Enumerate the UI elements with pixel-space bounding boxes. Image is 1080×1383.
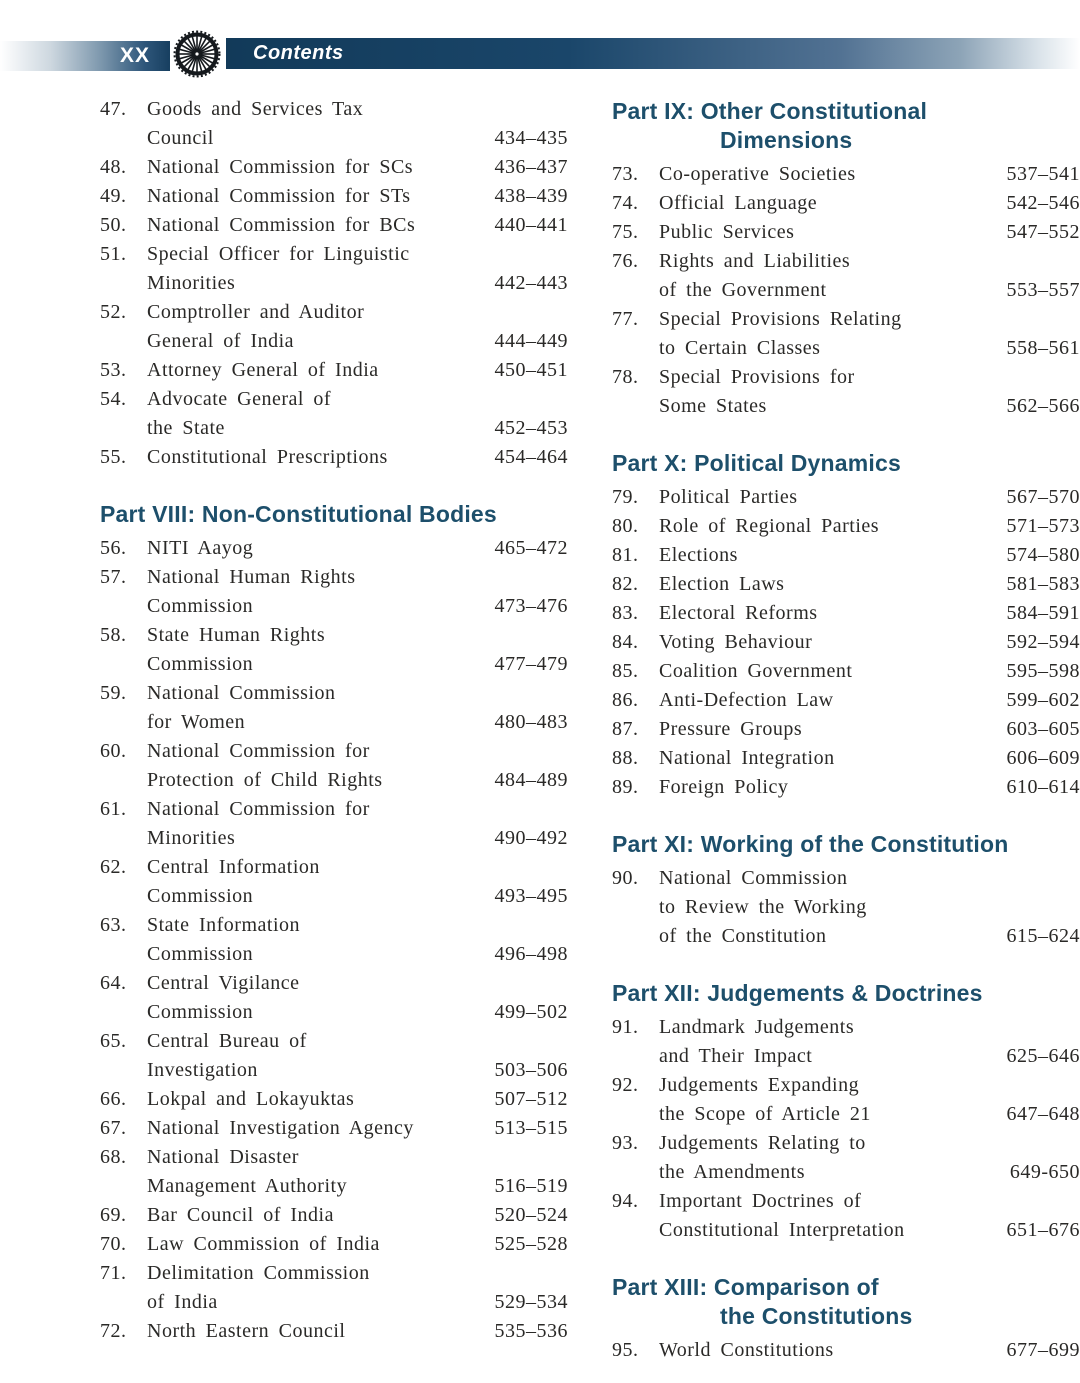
toc-entry xyxy=(612,1336,1080,1365)
entry-page-range: 444–449 xyxy=(494,330,568,352)
entry-number: 48. xyxy=(100,156,127,178)
entry-title-line: Electoral Reforms xyxy=(659,602,818,624)
entry-page-range: 507–512 xyxy=(494,1088,568,1110)
entry-page-range: 558–561 xyxy=(1006,337,1080,359)
toc-entry xyxy=(612,305,1080,363)
part-heading xyxy=(612,97,1080,155)
toc-entry xyxy=(100,737,568,795)
entry-page-range: 571–573 xyxy=(1006,515,1080,537)
entry-title xyxy=(147,298,487,356)
entry-page-range: 553–557 xyxy=(1006,279,1080,301)
toc-entry xyxy=(100,621,568,679)
toc-entry xyxy=(612,1013,1080,1071)
entry-number: 69. xyxy=(100,1204,127,1226)
entry-title xyxy=(659,657,999,686)
toc-entry xyxy=(612,1129,1080,1187)
entry-title-line: State Human Rights xyxy=(147,624,326,646)
entry-title-line: Coalition Government xyxy=(659,660,853,682)
entry-title-line: Constitutional Prescriptions xyxy=(147,446,388,468)
entry-title-line: Commission xyxy=(147,943,254,965)
entry-title xyxy=(659,744,999,773)
toc-entry xyxy=(100,1027,568,1085)
entry-page-range: 438–439 xyxy=(494,185,568,207)
entry-title-line: Some States xyxy=(659,395,767,417)
entry-title xyxy=(147,211,487,240)
entry-page-range: 490–492 xyxy=(494,827,568,849)
entry-number: 73. xyxy=(612,163,639,185)
toc-entry xyxy=(612,1187,1080,1245)
part-heading-line: Part X: Political Dynamics xyxy=(612,450,901,476)
entry-title xyxy=(659,686,999,715)
toc-entry xyxy=(100,95,568,153)
entry-number: 94. xyxy=(612,1190,639,1212)
toc-entry xyxy=(100,1230,568,1259)
entry-title-line: Special Provisions for xyxy=(659,366,855,388)
entry-page-range: 581–583 xyxy=(1006,573,1080,595)
toc-entry xyxy=(612,773,1080,802)
entry-page-range: 535–536 xyxy=(494,1320,568,1342)
entry-page-range: 480–483 xyxy=(494,711,568,733)
entry-title-line: Delimitation Commission xyxy=(147,1262,370,1284)
entry-title xyxy=(147,240,487,298)
entry-number: 82. xyxy=(612,573,639,595)
entry-title-line: Minorities xyxy=(147,272,236,294)
toc-entry xyxy=(100,679,568,737)
entry-page-range: 542–546 xyxy=(1006,192,1080,214)
entry-title xyxy=(147,95,487,153)
entry-title-line: Central Vigilance xyxy=(147,972,300,994)
entry-title xyxy=(147,1114,487,1143)
toc-entry xyxy=(612,247,1080,305)
entry-title xyxy=(147,737,487,795)
entry-title-line: Special Provisions Relating xyxy=(659,308,902,330)
toc-entry xyxy=(100,534,568,563)
entry-number: 92. xyxy=(612,1074,639,1096)
entry-page-range: 610–614 xyxy=(1006,776,1080,798)
entry-title xyxy=(659,247,999,305)
entry-title-line: Council xyxy=(147,127,214,149)
part-heading-line: Part XII: Judgements & Doctrines xyxy=(612,980,983,1006)
entry-page-range: 436–437 xyxy=(494,156,568,178)
entry-number: 60. xyxy=(100,740,127,762)
entry-title-line: Commission xyxy=(147,1001,254,1023)
entry-number: 93. xyxy=(612,1132,639,1154)
toc-entry xyxy=(612,628,1080,657)
toc-entry xyxy=(612,744,1080,773)
entry-title xyxy=(659,864,999,951)
part-heading-line: Part IX: Other Constitutional xyxy=(612,98,928,124)
entry-title-line: Official Language xyxy=(659,192,818,214)
entry-page-range: 503–506 xyxy=(494,1059,568,1081)
entry-title-line: Central Bureau of xyxy=(147,1030,307,1052)
entry-title-line: Judgements Expanding xyxy=(659,1074,860,1096)
toc-entry xyxy=(612,512,1080,541)
entry-title-line: Commission xyxy=(147,595,254,617)
entry-page-range: 647–648 xyxy=(1006,1103,1080,1125)
entry-page-range: 450–451 xyxy=(494,359,568,381)
toc-entry xyxy=(100,298,568,356)
entry-title-line: to Certain Classes xyxy=(659,337,821,359)
entry-number: 76. xyxy=(612,250,639,272)
entry-title xyxy=(659,541,999,570)
entry-title xyxy=(147,1317,487,1346)
entry-number: 89. xyxy=(612,776,639,798)
entry-number: 70. xyxy=(100,1233,127,1255)
entry-title-line: National Commission xyxy=(147,682,336,704)
entry-title-line: National Commission xyxy=(659,867,848,889)
entry-title-line: Commission xyxy=(147,653,254,675)
entry-title-line: Protection of Child Rights xyxy=(147,769,383,791)
entry-title xyxy=(659,599,999,628)
entry-title-line: Constitutional Interpretation xyxy=(659,1219,905,1241)
entry-title-line: Pressure Groups xyxy=(659,718,803,740)
toc-entry xyxy=(100,1114,568,1143)
entry-title xyxy=(659,1129,1002,1187)
entry-title xyxy=(659,1071,999,1129)
entry-page-range: 562–566 xyxy=(1006,395,1080,417)
entry-number: 54. xyxy=(100,388,127,410)
entry-title xyxy=(147,443,487,472)
entry-title-line: to Review the Working xyxy=(659,896,867,918)
entry-number: 56. xyxy=(100,537,127,559)
toc-entry xyxy=(100,182,568,211)
entry-number: 87. xyxy=(612,718,639,740)
entry-title-line: National Disaster xyxy=(147,1146,299,1168)
entry-number: 66. xyxy=(100,1088,127,1110)
entry-page-range: 473–476 xyxy=(494,595,568,617)
entry-page-range: 520–524 xyxy=(494,1204,568,1226)
entry-title-line: the Scope of Article 21 xyxy=(659,1103,871,1125)
entry-title-line: for Women xyxy=(147,711,246,733)
entry-page-range: 595–598 xyxy=(1006,660,1080,682)
entry-title-line: Goods and Services Tax xyxy=(147,98,364,120)
entry-number: 47. xyxy=(100,98,127,120)
entry-number: 84. xyxy=(612,631,639,653)
entry-title xyxy=(659,189,999,218)
entry-title-line: Co-operative Societies xyxy=(659,163,856,185)
toc-entry xyxy=(612,541,1080,570)
entry-number: 53. xyxy=(100,359,127,381)
entry-number: 78. xyxy=(612,366,639,388)
entry-page-range: 525–528 xyxy=(494,1233,568,1255)
toc-entry xyxy=(612,864,1080,951)
entry-number: 59. xyxy=(100,682,127,704)
toc-entry xyxy=(612,570,1080,599)
toc-entry xyxy=(100,385,568,443)
entry-number: 71. xyxy=(100,1262,127,1284)
entry-title xyxy=(659,715,999,744)
entry-page-range: 592–594 xyxy=(1006,631,1080,653)
toc-entry xyxy=(612,686,1080,715)
page-title: Contents xyxy=(253,42,344,64)
entry-title-line: Commission xyxy=(147,885,254,907)
entry-title-line: the Amendments xyxy=(659,1161,805,1183)
entry-title xyxy=(659,305,999,363)
toc-entry xyxy=(100,443,568,472)
entry-number: 68. xyxy=(100,1146,127,1168)
entry-title-line: General of India xyxy=(147,330,295,352)
entry-title-line: NITI Aayog xyxy=(147,537,254,559)
entry-page-range: 465–472 xyxy=(494,537,568,559)
toc-column-right xyxy=(612,95,1080,1365)
entry-page-range: 499–502 xyxy=(494,1001,568,1023)
part-heading-line: Dimensions xyxy=(720,127,853,153)
entry-page-range: 606–609 xyxy=(1006,747,1080,769)
part-heading xyxy=(612,830,1080,859)
entry-title-line: National Investigation Agency xyxy=(147,1117,414,1139)
entry-page-range: 452–453 xyxy=(494,417,568,439)
entry-title-line: Advocate General of xyxy=(147,388,332,410)
part-heading xyxy=(612,979,1080,1008)
toc-column-left xyxy=(100,95,568,1365)
entry-page-range: 496–498 xyxy=(494,943,568,965)
entry-number: 74. xyxy=(612,192,639,214)
entry-title xyxy=(147,1230,487,1259)
entry-title-line: Comptroller and Auditor xyxy=(147,301,365,323)
entry-number: 91. xyxy=(612,1016,639,1038)
entry-page-range: 516–519 xyxy=(494,1175,568,1197)
entry-number: 95. xyxy=(612,1339,639,1361)
entry-page-range: 484–489 xyxy=(494,769,568,791)
entry-title xyxy=(659,483,999,512)
entry-title-line: Voting Behaviour xyxy=(659,631,813,653)
entry-title xyxy=(659,512,999,541)
header-title-bar xyxy=(226,38,1080,69)
entry-title-line: Role of Regional Parties xyxy=(659,515,880,537)
ashoka-chakra-icon xyxy=(172,29,222,79)
toc-entry xyxy=(612,483,1080,512)
header-left-bar xyxy=(0,41,170,71)
entry-title-line: Election Laws xyxy=(659,573,785,595)
entry-title-line: and Their Impact xyxy=(659,1045,813,1067)
part-heading xyxy=(100,500,568,529)
entry-page-range: 477–479 xyxy=(494,653,568,675)
toc-entry xyxy=(612,218,1080,247)
entry-page-range: 547–552 xyxy=(1006,221,1080,243)
entry-page-range: 513–515 xyxy=(494,1117,568,1139)
entry-page-range: 603–605 xyxy=(1006,718,1080,740)
entry-page-range: 649-650 xyxy=(1009,1161,1080,1183)
entry-page-range: 434–435 xyxy=(494,127,568,149)
entry-title-line: Political Parties xyxy=(659,486,798,508)
toc-entry xyxy=(100,563,568,621)
entry-title xyxy=(147,534,487,563)
entry-title xyxy=(659,1336,999,1365)
entry-page-range: 584–591 xyxy=(1006,602,1080,624)
part-heading xyxy=(612,1273,1080,1331)
entry-title-line: National Commission for xyxy=(147,740,370,762)
entry-title-line: of the Constitution xyxy=(659,925,827,947)
part-heading xyxy=(612,449,1080,478)
entry-title xyxy=(147,385,487,443)
toc-entry xyxy=(100,1143,568,1201)
entry-number: 79. xyxy=(612,486,639,508)
entry-number: 83. xyxy=(612,602,639,624)
entry-title-line: Attorney General of India xyxy=(147,359,379,381)
entry-title xyxy=(659,218,999,247)
entry-title-line: of the Government xyxy=(659,279,827,301)
entry-title-line: Special Officer for Linguistic xyxy=(147,243,410,265)
entry-title xyxy=(659,1013,999,1071)
entry-title-line: Bar Council of India xyxy=(147,1204,334,1226)
toc-entry xyxy=(100,356,568,385)
entry-title-line: Important Doctrines of xyxy=(659,1190,862,1212)
entry-number: 49. xyxy=(100,185,127,207)
entry-number: 51. xyxy=(100,243,127,265)
toc-entry xyxy=(612,1071,1080,1129)
toc-entry xyxy=(100,1317,568,1346)
page-number-label: XX xyxy=(119,44,150,67)
entry-title xyxy=(659,628,999,657)
entry-title xyxy=(147,621,487,679)
entry-number: 81. xyxy=(612,544,639,566)
entry-title-line: Lokpal and Lokayuktas xyxy=(147,1088,355,1110)
entry-number: 77. xyxy=(612,308,639,330)
entry-number: 67. xyxy=(100,1117,127,1139)
entry-title-line: North Eastern Council xyxy=(147,1320,346,1342)
toc-entry xyxy=(612,189,1080,218)
entry-title xyxy=(147,969,487,1027)
entry-title-line: National Commission for SCs xyxy=(147,156,414,178)
toc-entry xyxy=(100,211,568,240)
entry-title xyxy=(659,1187,999,1245)
entry-number: 52. xyxy=(100,301,127,323)
entry-title xyxy=(147,356,487,385)
entry-number: 85. xyxy=(612,660,639,682)
entry-title xyxy=(147,1085,487,1114)
entry-title-line: Judgements Relating to xyxy=(659,1132,866,1154)
toc-entry xyxy=(612,657,1080,686)
entry-title-line: National Commission for BCs xyxy=(147,214,416,236)
entry-title xyxy=(659,570,999,599)
entry-title xyxy=(147,182,487,211)
entry-title xyxy=(147,795,487,853)
entry-title xyxy=(659,363,999,421)
entry-number: 55. xyxy=(100,446,127,468)
entry-title-line: the State xyxy=(147,417,225,439)
entry-title xyxy=(659,773,999,802)
entry-page-range: 574–580 xyxy=(1006,544,1080,566)
entry-title xyxy=(147,911,487,969)
entry-page-range: 615–624 xyxy=(1006,925,1080,947)
entry-page-range: 440–441 xyxy=(494,214,568,236)
entry-page-range: 625–646 xyxy=(1006,1045,1080,1067)
toc-entry xyxy=(100,969,568,1027)
toc-entry xyxy=(100,1085,568,1114)
toc-entry xyxy=(100,853,568,911)
entry-title-line: Landmark Judgements xyxy=(659,1016,855,1038)
entry-number: 58. xyxy=(100,624,127,646)
entry-number: 75. xyxy=(612,221,639,243)
entry-title xyxy=(147,153,487,182)
toc-entry xyxy=(612,599,1080,628)
toc-entry xyxy=(100,795,568,853)
toc-entry xyxy=(100,153,568,182)
entry-title xyxy=(147,1201,487,1230)
page-header xyxy=(0,38,1080,71)
entry-title-line: Rights and Liabilities xyxy=(659,250,851,272)
entry-page-range: 442–443 xyxy=(494,272,568,294)
entry-page-range: 529–534 xyxy=(494,1291,568,1313)
entry-page-range: 677–699 xyxy=(1006,1339,1080,1361)
part-heading-line: the Constitutions xyxy=(720,1303,913,1329)
toc-entry xyxy=(612,363,1080,421)
entry-title-line: National Human Rights xyxy=(147,566,356,588)
entry-title xyxy=(147,853,487,911)
entry-title-line: Investigation xyxy=(147,1059,258,1081)
entry-page-range: 651–676 xyxy=(1006,1219,1080,1241)
entry-page-range: 567–570 xyxy=(1006,486,1080,508)
part-heading-line: Part XIII: Comparison of xyxy=(612,1274,879,1300)
entry-number: 62. xyxy=(100,856,127,878)
entry-title xyxy=(147,1259,487,1317)
entry-title-line: of India xyxy=(147,1291,218,1313)
entry-title-line: Management Authority xyxy=(147,1175,348,1197)
entry-title xyxy=(147,1027,487,1085)
entry-number: 90. xyxy=(612,867,639,889)
part-heading-line: Part VIII: Non-Constitutional Bodies xyxy=(100,501,497,527)
entry-page-range: 537–541 xyxy=(1006,163,1080,185)
toc-entry xyxy=(100,240,568,298)
entry-title-line: Minorities xyxy=(147,827,236,849)
entry-title-line: Elections xyxy=(659,544,738,566)
entry-number: 50. xyxy=(100,214,127,236)
entry-title-line: Central Information xyxy=(147,856,320,878)
toc-entry xyxy=(100,1201,568,1230)
entry-title xyxy=(147,563,487,621)
entry-title-line: National Integration xyxy=(659,747,835,769)
toc-columns xyxy=(100,95,1080,1365)
entry-page-range: 493–495 xyxy=(494,885,568,907)
toc-entry xyxy=(612,715,1080,744)
entry-page-range: 454–464 xyxy=(494,446,568,468)
entry-number: 72. xyxy=(100,1320,127,1342)
entry-number: 57. xyxy=(100,566,127,588)
part-heading-line: Part XI: Working of the Constitution xyxy=(612,831,1009,857)
entry-title-line: National Commission for xyxy=(147,798,370,820)
entry-title-line: National Commission for STs xyxy=(147,185,411,207)
toc-entry xyxy=(612,160,1080,189)
entry-title-line: Public Services xyxy=(659,221,795,243)
toc-entry xyxy=(100,1259,568,1317)
entry-number: 88. xyxy=(612,747,639,769)
entry-title xyxy=(659,160,999,189)
entry-number: 61. xyxy=(100,798,127,820)
entry-title-line: Law Commission of India xyxy=(147,1233,380,1255)
entry-number: 86. xyxy=(612,689,639,711)
entry-title xyxy=(147,1143,487,1201)
entry-number: 63. xyxy=(100,914,127,936)
entry-title-line: State Information xyxy=(147,914,301,936)
entry-title xyxy=(147,679,487,737)
entry-title-line: World Constitutions xyxy=(659,1339,834,1361)
entry-number: 64. xyxy=(100,972,127,994)
entry-number: 65. xyxy=(100,1030,127,1052)
entry-page-range: 599–602 xyxy=(1006,689,1080,711)
toc-entry xyxy=(100,911,568,969)
entry-number: 80. xyxy=(612,515,639,537)
entry-title-line: Anti-Defection Law xyxy=(659,689,834,711)
entry-title-line: Foreign Policy xyxy=(659,776,789,798)
